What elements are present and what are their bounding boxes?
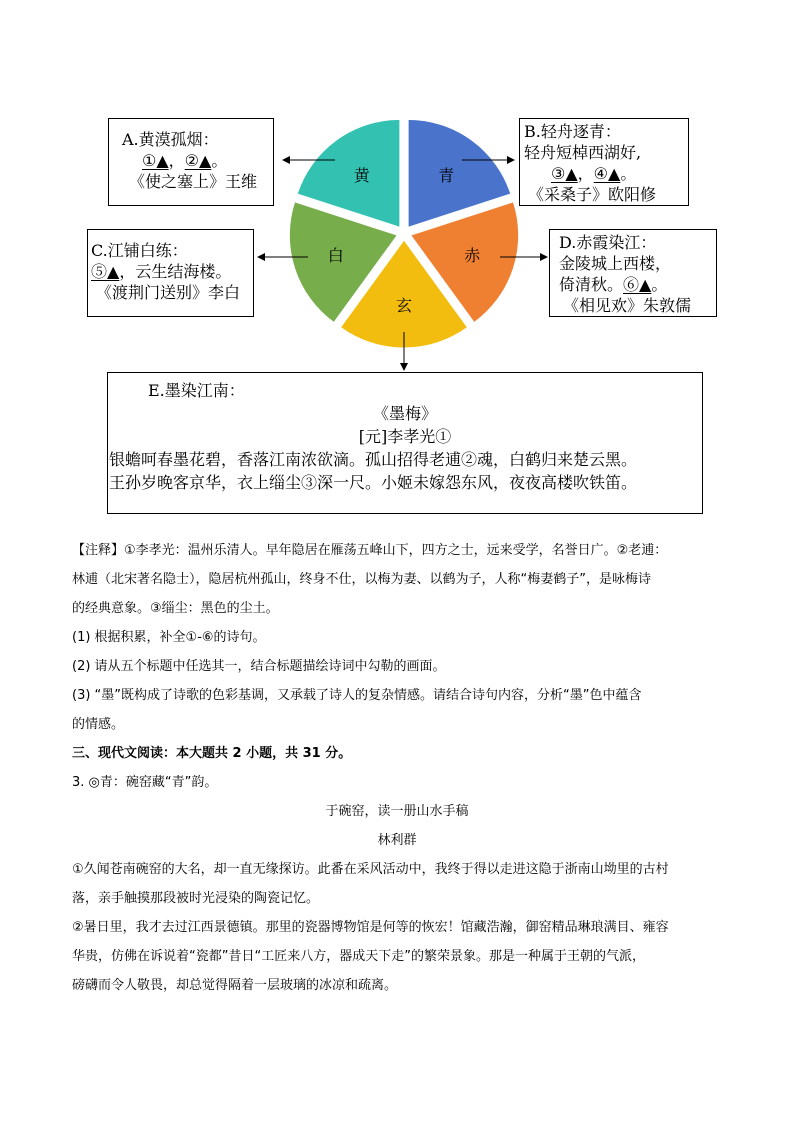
box-c-title: C.江铺白练： [91,241,188,260]
box-d-source: 《相见欢》朱敦儒 [563,296,692,315]
note-line-2: 林逋（北宋著名隐士），隐居杭州孤山，终身不仕，以梅为妻、以鹤为子，人称“梅妻鹤子”，是咏梅诗 [72,572,651,587]
box-c: C.江铺白练： ⑤▲，云生结海楼。 《渡荆门送别》李白 [87,229,254,317]
article-title: 于碗窑，读一册山水手稿 [325,804,469,819]
pie-slice-label: 赤 [464,246,481,266]
blank-2: ②▲ [184,151,212,170]
pie-slice-label: 白 [327,246,344,266]
box-b: B.轻舟逐青： 轻舟短棹西湖好, ③▲，④▲。 《采桑子》欧阳修 [519,118,689,206]
blank-3: ③▲ [551,164,578,183]
pie-slice-label: 玄 [395,295,413,315]
note-line-3: 的经典意象。③缁尘：黑色的尘土。 [72,601,279,616]
question-3b: 的情感。 [72,717,125,732]
box-b-line1: 轻舟短棹西湖好, [524,143,642,162]
box-d: D.赤霞染江： 金陵城上西楼， 倚清秋。⑥▲。 《相见欢》朱敦儒 [549,229,717,317]
blank-4: ④▲ [593,164,621,183]
para-2b: 华贵，仿佛在诉说着“瓷都”昔日“工匠来八方，器成天下走”的繁荣景象。那是一种属于王朝的气派， [72,949,645,964]
box-a: A.黄漠孤烟： ①▲，②▲。 《使之塞上》王维 [108,118,274,206]
blank-5: ⑤▲ [91,262,120,281]
poem-author: [元]李孝光① [358,427,452,446]
box-e [107,372,703,514]
section-heading: 三、现代文阅读：本大题共 2 小题，共 31 分。 [72,746,352,761]
poem-line-1: 银蟾呵春墨花碧，香落江南浓欲滴。孤山招得老逋②魂，白鹤归来楚云黑。 [109,450,638,469]
poem-title: 《墨梅》 [372,404,437,423]
pie-slice-label: 黄 [353,165,370,185]
para-2a: ②暑日里，我才去过江西景德镇。那里的瓷器博物馆是何等的恢宏！馆藏浩瀚，御窑精品琳琅满目、雍容 [72,920,669,935]
para-1b: 落，亲手触摸那段被时光浸染的陶瓷记忆。 [72,891,320,906]
article-author: 林利群 [377,833,417,848]
notes-and-questions [72,536,722,1000]
poem-line-2: 王孙岁晚客京华，衣上缁尘③深一尺。小姬未嫁怨东风，夜夜高楼吹铁笛。 [109,473,638,492]
question-3a: (3) “墨”既构成了诗歌的色彩基调，又承载了诗人的复杂情感。请结合诗句内容，分析“墨”色中蕴含 [72,688,642,703]
box-b-source: 《采桑子》欧阳修 [528,185,657,204]
box-e-title: E.墨染江南： [148,381,245,400]
box-a-source: 《使之塞上》王维 [129,172,258,191]
box-b-title: B.轻舟逐青： [524,122,621,141]
blank-1: ①▲ [142,151,169,170]
note-line-1: 【注释】①李孝光：温州乐清人。早年隐居在雁荡五峰山下，四方之士，远来受学，名誉日广。②老逋： [72,543,668,558]
para-1a: ①久闻苍南碗窑的大名，却一直无缘探访。此番在采风活动中，我终于得以走进这隐于浙南山坳里的古村 [72,862,669,877]
box-d-title: D.赤霞染江： [559,233,657,252]
reading-intro: 3. ◎青：碗窑藏“青”韵。 [72,775,218,790]
pie-slice-label: 青 [438,165,455,185]
blank-6: ⑥▲ [623,275,652,294]
question-1: (1) 根据积累，补全①-⑥的诗句。 [72,630,266,645]
para-2c: 磅礴而令人敬畏，却总觉得隔着一层玻璃的冰凉和疏离。 [72,978,398,993]
box-d-line1: 金陵城上西楼， [559,254,672,273]
box-a-title: A.黄漠孤烟： [122,130,219,149]
box-c-source: 《渡荆门送别》李白 [96,283,241,302]
question-2: (2) 请从五个标题中任选其一，结合标题描绘诗词中勾勒的画面。 [72,659,446,674]
